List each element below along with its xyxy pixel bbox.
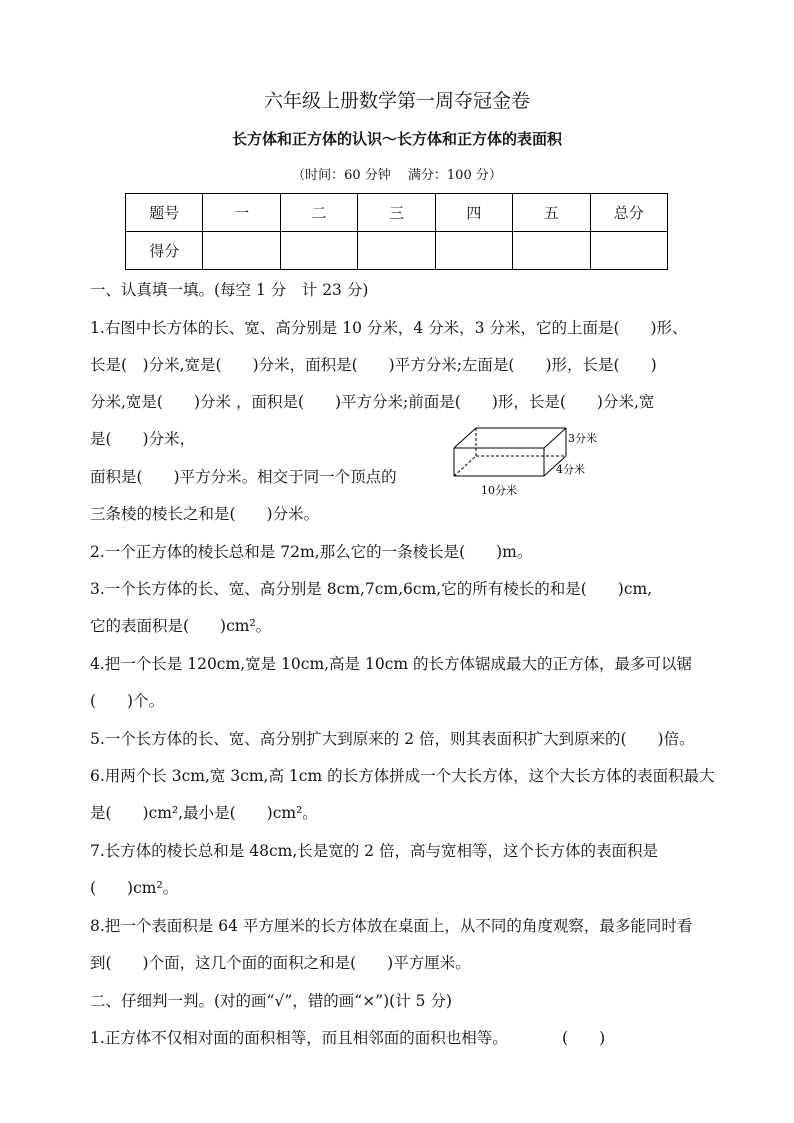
length-label: 10分米 bbox=[481, 484, 517, 497]
question-line: 8.把一个表面积是 64 平方厘米的长方体放在桌面上，从不同的角度观察，最多能同时看 bbox=[90, 917, 693, 935]
height-label: 3分米 bbox=[568, 432, 597, 445]
question-line: 分米,宽是( )分米 ，面积是( )平方分米;前面是( )形，长是( )分米,宽 bbox=[90, 393, 655, 411]
score-cell[interactable] bbox=[280, 232, 357, 270]
cuboid-edge bbox=[544, 428, 566, 448]
score-header-cell: 三 bbox=[358, 194, 435, 232]
question-line: 1.正方体不仅相对面的面积相等，而且相邻面的面积也相等。 ( ) bbox=[90, 1029, 606, 1047]
question-line: 是( )cm²,最小是( )cm²。 bbox=[90, 804, 318, 822]
question-line: 6.用两个长 3cm,宽 3cm,高 1cm 的长方体拼成一个大长方体，这个大长方体的表面积最大 bbox=[90, 767, 715, 785]
score-header-cell: 总分 bbox=[590, 194, 667, 232]
question-line: 7.长方体的棱长总和是 48cm,长是宽的 2 倍，高与宽相等，这个长方体的表面积是 bbox=[90, 842, 658, 860]
score-table-header-row bbox=[126, 194, 668, 232]
question-line: 5.一个长方体的长、宽、高分别扩大到原来的 2 倍，则其表面积扩大到原来的( )倍。 bbox=[90, 730, 695, 748]
score-cell[interactable] bbox=[203, 232, 280, 270]
time-info: （时间：60 分钟 满分：100 分） bbox=[292, 168, 502, 183]
score-cell[interactable] bbox=[358, 232, 435, 270]
exam-subtitle: 长方体和正方体的认识～长方体和正方体的表面积 bbox=[231, 130, 562, 148]
score-cell[interactable] bbox=[435, 232, 512, 270]
question-line: 是( )分米， bbox=[90, 430, 196, 448]
question-line: 到( )个面，这几个面的面积之和是( )平方厘米。 bbox=[90, 954, 471, 972]
cuboid-edge bbox=[454, 428, 476, 448]
score-header-cell: 五 bbox=[513, 194, 590, 232]
score-table bbox=[125, 193, 668, 270]
section-two-heading: 二、仔细判一判。(对的画“√”，错的画“×”)(计 5 分) bbox=[90, 992, 452, 1010]
question-line: 它的表面积是( )cm²。 bbox=[90, 617, 272, 635]
question-line: 1.右图中长方体的长、宽、高分别是 10 分米，4 分米，3 分米，它的上面是( )形、 bbox=[90, 319, 688, 337]
score-header-cell: 二 bbox=[280, 194, 357, 232]
question-line: 3.一个长方体的长、宽、高分别是 8cm,7cm,6cm,它的所有棱长的和是( )cm, bbox=[90, 580, 653, 598]
question-line: 三条棱的棱长之和是( )分米。 bbox=[90, 505, 320, 523]
question-line: ( )个。 bbox=[90, 692, 165, 710]
section-one-heading: 一、认真填一填。(每空 1 分 计 23 分) bbox=[90, 281, 369, 299]
question-line: ( )cm²。 bbox=[90, 879, 179, 897]
score-table-score-row bbox=[126, 232, 668, 270]
cuboid-hidden-edge bbox=[454, 456, 476, 476]
question-line: 面积是( )平方分米。相交于同一个顶点的 bbox=[90, 468, 397, 486]
score-cell[interactable] bbox=[590, 232, 667, 270]
score-header-cell: 四 bbox=[435, 194, 512, 232]
score-header-cell: 一 bbox=[203, 194, 280, 232]
width-label: 4分米 bbox=[556, 463, 585, 476]
question-line: 2.一个正方体的棱长总和是 72m,那么它的一条棱长是( )m。 bbox=[90, 543, 533, 561]
exam-title: 六年级上册数学第一周夺冠金卷 bbox=[263, 90, 530, 112]
cuboid-figure bbox=[448, 422, 608, 502]
question-line: 4.把一个长是 120cm,宽是 10cm,高是 10cm 的长方体锯成最大的正方体，最多可以锯 bbox=[90, 655, 693, 673]
score-header-cell: 题号 bbox=[126, 194, 203, 232]
score-row-label: 得分 bbox=[126, 232, 203, 270]
score-cell[interactable] bbox=[513, 232, 590, 270]
question-line: 长是( )分米,宽是( )分米，面积是( )平方分米;左面是( )形，长是( ) bbox=[90, 356, 657, 374]
